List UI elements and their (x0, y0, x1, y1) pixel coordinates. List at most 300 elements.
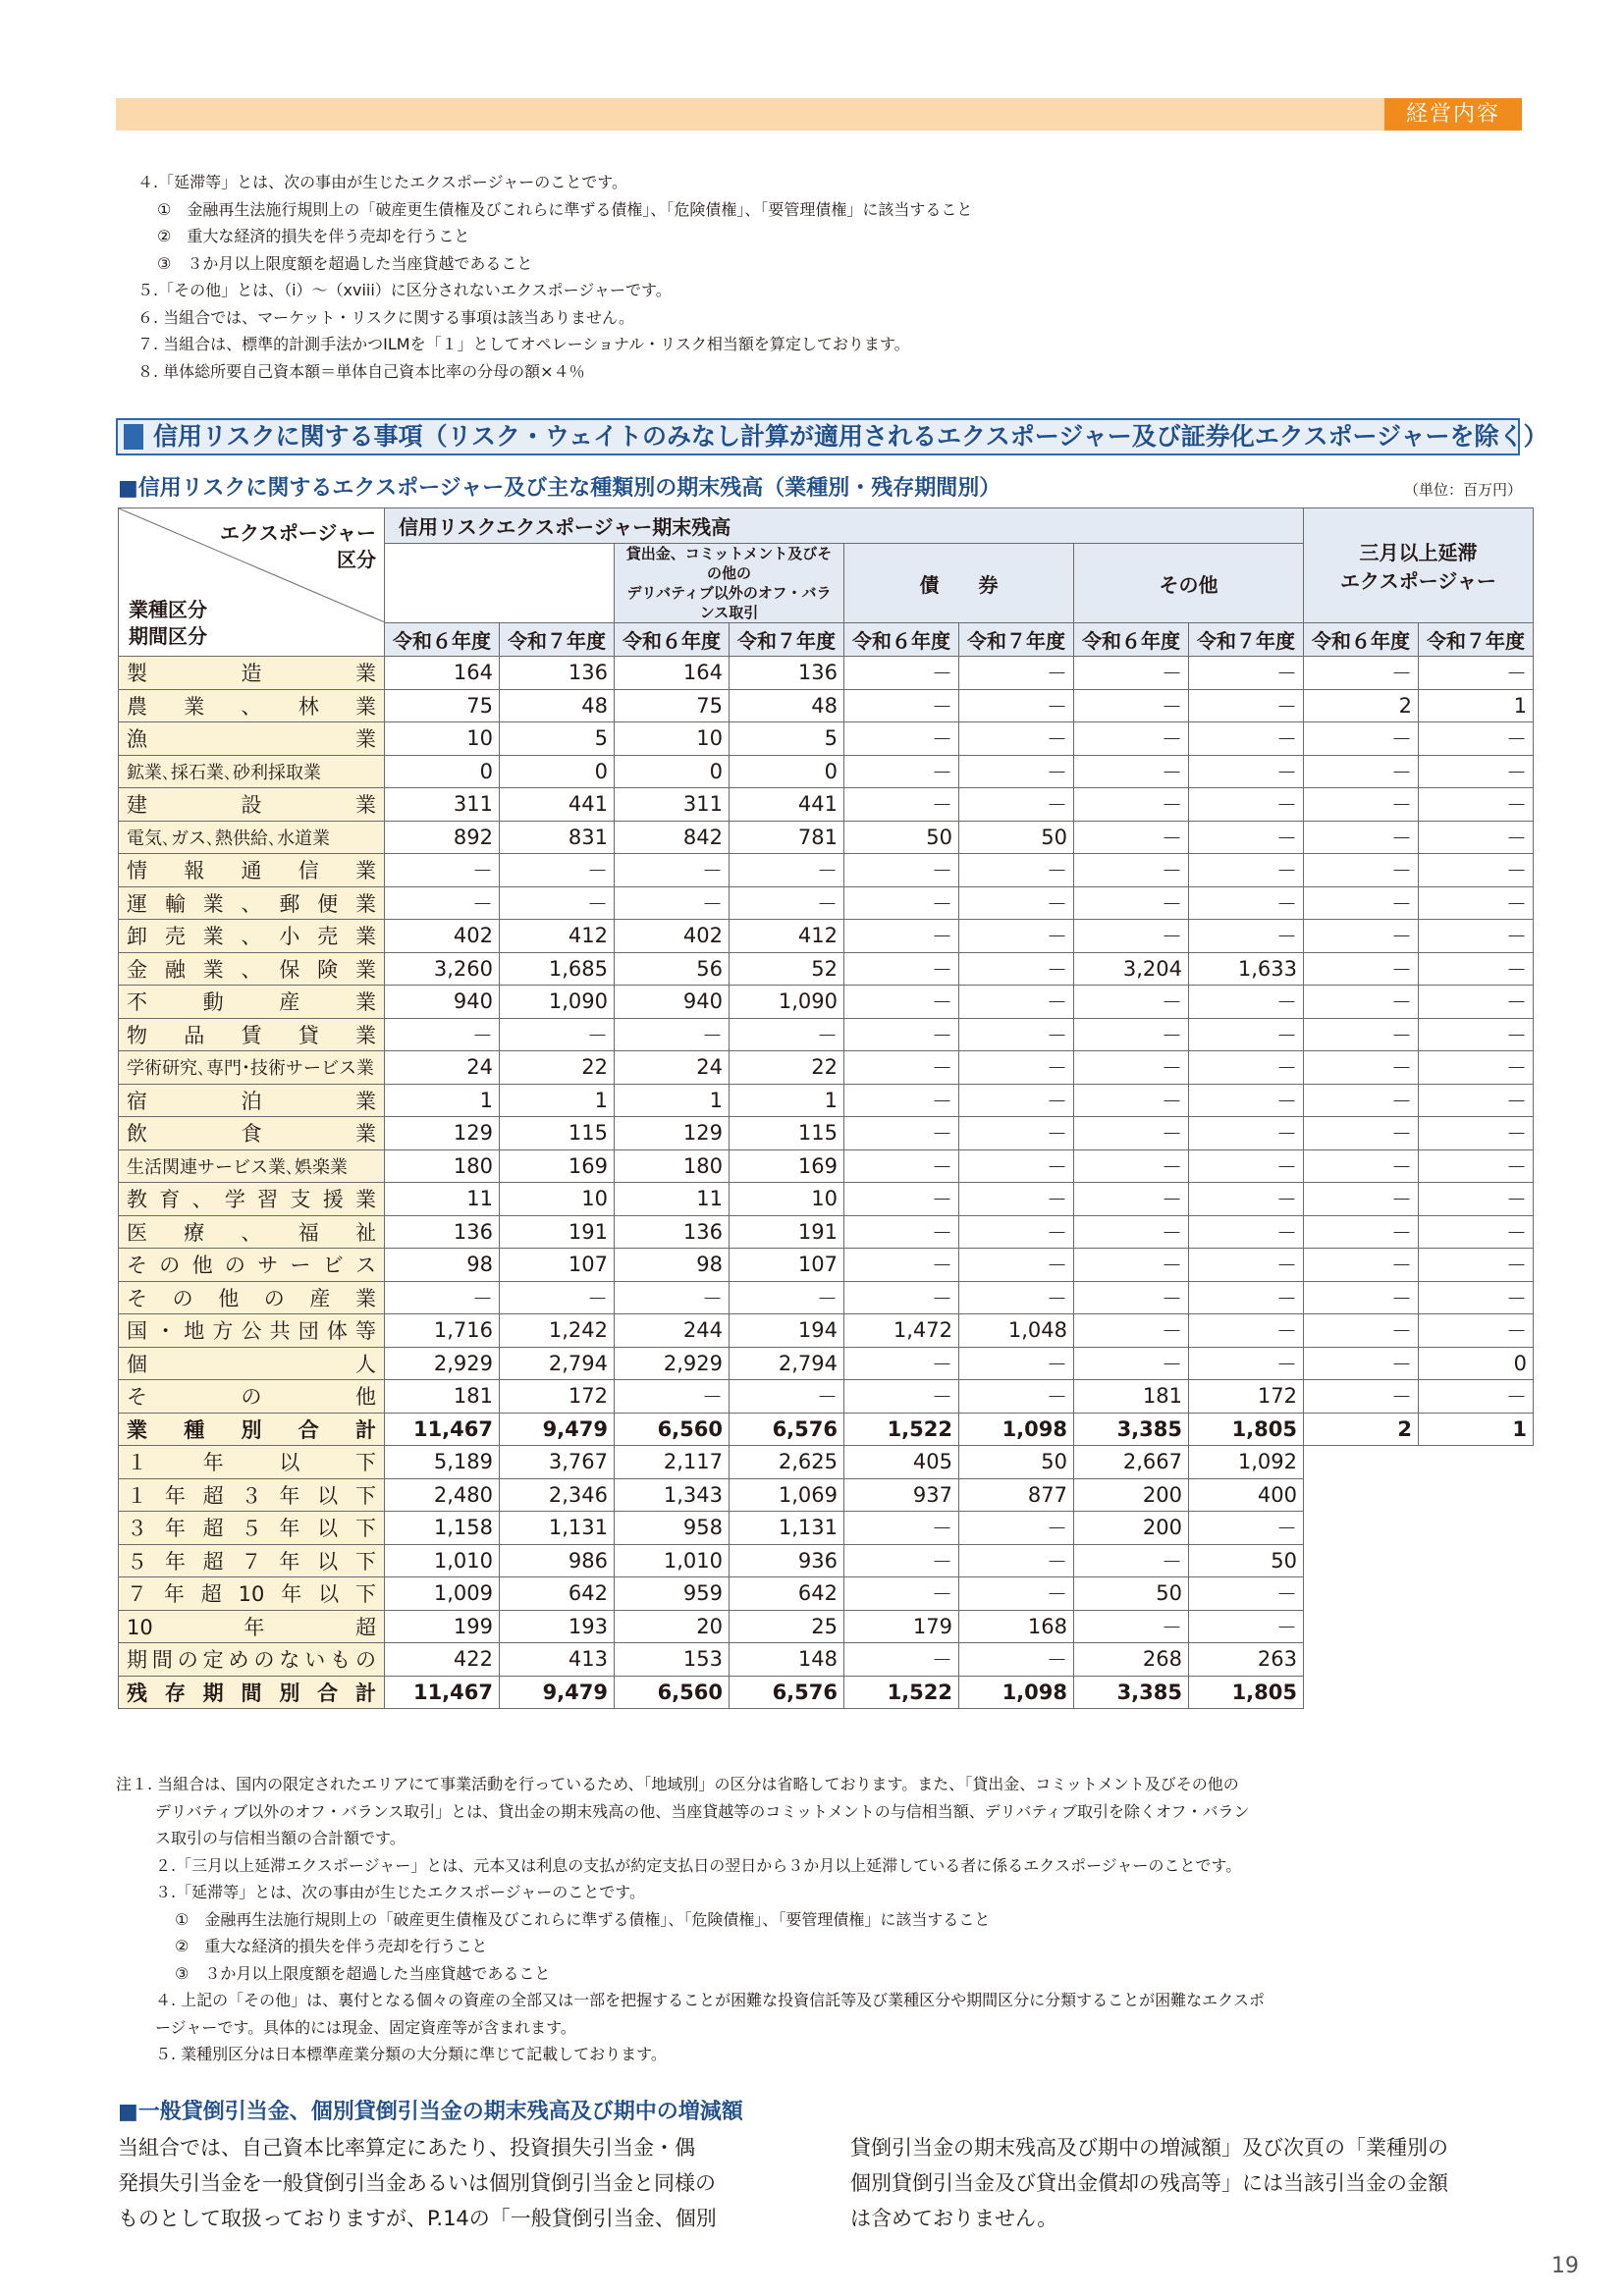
year-header: 令和６年度 (1304, 623, 1419, 657)
table-cell: － (844, 854, 959, 887)
table-row (119, 657, 1534, 690)
table-cell: － (1304, 1117, 1419, 1150)
table-row (119, 1347, 1534, 1380)
table-cell: 6,576 (730, 1413, 844, 1446)
table-cell: － (1304, 821, 1419, 854)
table-cell: 10 (500, 1183, 615, 1216)
table-cell: － (959, 920, 1074, 953)
table-cell: 6,560 (615, 1676, 730, 1709)
row-label: 運輸業、郵便業 (119, 886, 385, 920)
table-cell: 169 (500, 1149, 615, 1183)
footnotes (116, 1771, 1530, 2068)
table-cell: 164 (385, 657, 500, 690)
row-label: 建設業 (119, 788, 385, 822)
empty-cell (1304, 1643, 1419, 1677)
table-cell: － (1419, 854, 1534, 887)
table-cell: 413 (500, 1643, 615, 1677)
table-cell: 1 (385, 1084, 500, 1117)
table-row (119, 722, 1534, 756)
row-label: 個人 (119, 1347, 385, 1380)
table-cell: － (1304, 1084, 1419, 1117)
allowance-title: ■一般貸倒引当金、個別貸倒引当金の期末残高及び期中の増減額 (118, 2100, 743, 2124)
table-row (119, 689, 1534, 722)
table-cell: 181 (1074, 1380, 1189, 1414)
table-cell: 1 (615, 1084, 730, 1117)
table-cell: 98 (615, 1249, 730, 1282)
table-cell: 3,385 (1074, 1676, 1189, 1709)
table-cell: － (1074, 755, 1189, 788)
table-cell: 831 (500, 821, 615, 854)
table-cell: 98 (385, 1249, 500, 1282)
unit-label: （単位：百万円） (1404, 481, 1523, 499)
table-cell: － (959, 1380, 1074, 1414)
table-cell: 153 (615, 1643, 730, 1677)
table-cell: － (844, 1018, 959, 1051)
group-other-header: その他 (1074, 544, 1304, 623)
table-cell: 958 (615, 1512, 730, 1545)
group-delinq-header: 三月以上延滞 エクスポージャー (1304, 508, 1534, 623)
table-cell: 2,794 (730, 1347, 844, 1380)
table-cell: － (1189, 657, 1304, 690)
table-cell: － (1419, 788, 1534, 822)
table-cell: － (1074, 1215, 1189, 1249)
table-cell: 48 (730, 689, 844, 722)
table-row (119, 1544, 1534, 1577)
table-cell: 1,522 (844, 1676, 959, 1709)
table-cell: － (1189, 722, 1304, 756)
row-label: 電気､ガス､熱供給､水道業 (119, 821, 385, 854)
table-cell: 402 (385, 920, 500, 953)
table-row (119, 1117, 1534, 1150)
row-label: 漁業 (119, 722, 385, 756)
table-cell: － (959, 1051, 1074, 1085)
table-cell: 1 (730, 1084, 844, 1117)
row-label: １年以下 (119, 1446, 385, 1479)
table-cell: － (385, 1281, 500, 1314)
table-row (119, 1512, 1534, 1545)
table-cell: 75 (385, 689, 500, 722)
top-notes (137, 169, 972, 385)
table-cell: 244 (615, 1314, 730, 1348)
total-row (119, 1413, 1534, 1446)
row-label: 残存期間別合計 (119, 1676, 385, 1709)
table-cell: － (844, 1183, 959, 1216)
table-cell: 1,805 (1189, 1413, 1304, 1446)
table-cell: － (959, 1643, 1074, 1677)
table-cell: － (1189, 821, 1304, 854)
text-line: 発損失引当金を一般貸倒引当金あるいは個別貸倒引当金と同様の (118, 2171, 716, 2195)
table-cell: 1,092 (1189, 1446, 1304, 1479)
table-cell: 400 (1189, 1478, 1304, 1512)
row-label: 卸売業、小売業 (119, 920, 385, 953)
table-cell: － (844, 1380, 959, 1414)
table-cell: 115 (730, 1117, 844, 1150)
footnote-line: ージャーです。具体的には現金、固定資産等が含まれます。 (155, 2017, 576, 2037)
table-cell: － (844, 722, 959, 756)
table-cell: － (959, 1183, 1074, 1216)
table-cell: － (1074, 1117, 1189, 1150)
table-cell: 50 (1074, 1577, 1189, 1611)
table-cell: － (844, 1512, 959, 1545)
note-line: ７. 当組合は、標準的計測手法かつILMを「１」としてオペレーショナル・リスク相当額を算定しております。 (137, 335, 910, 353)
table-cell: － (615, 1380, 730, 1414)
table-cell: － (1189, 1512, 1304, 1545)
table-cell: 1,009 (385, 1577, 500, 1611)
table-cell: － (1189, 886, 1304, 920)
table-cell: 642 (730, 1577, 844, 1611)
table-cell: 1,522 (844, 1413, 959, 1446)
row-label: ７年超10年以下 (119, 1577, 385, 1611)
table-cell: 3,767 (500, 1446, 615, 1479)
table-cell: 24 (385, 1051, 500, 1085)
table-cell: 1,805 (1189, 1676, 1304, 1709)
empty-cell (1419, 1478, 1534, 1512)
table-cell: － (730, 1281, 844, 1314)
table-cell: － (1304, 986, 1419, 1019)
table-cell: － (844, 1117, 959, 1150)
table-cell: － (1304, 1281, 1419, 1314)
empty-cell (1304, 1577, 1419, 1611)
table-cell: 3,204 (1074, 952, 1189, 986)
table-cell: 199 (385, 1610, 500, 1643)
row-label: その他 (119, 1380, 385, 1414)
table-cell: 22 (500, 1051, 615, 1085)
table-cell: 0 (615, 755, 730, 788)
table-row (119, 886, 1534, 920)
table-cell: 0 (730, 755, 844, 788)
table-cell: － (959, 657, 1074, 690)
table-cell: － (1074, 986, 1189, 1019)
row-label: 学術研究､専門･技術サービス業 (119, 1051, 385, 1085)
year-header: 令和６年度 (615, 623, 730, 657)
text-line: は含めておりません。 (850, 2207, 1058, 2230)
table-cell: － (1304, 755, 1419, 788)
text-line: 当組合では、自己資本比率算定にあたり、投資損失引当金・偶 (118, 2136, 695, 2160)
table-cell: 136 (615, 1215, 730, 1249)
table-cell: 2 (1304, 1413, 1419, 1446)
table-cell: 191 (500, 1215, 615, 1249)
table-row (119, 1478, 1534, 1512)
table-cell: － (1189, 920, 1304, 953)
table-cell: 9,479 (500, 1413, 615, 1446)
year-header: 令和６年度 (385, 623, 500, 657)
table-cell: 136 (500, 657, 615, 690)
table-cell: － (959, 886, 1074, 920)
table-row (119, 821, 1534, 854)
table-cell: － (1074, 1018, 1189, 1051)
year-header: 令和７年度 (730, 623, 844, 657)
table-cell: 115 (500, 1117, 615, 1150)
table-cell: － (1189, 689, 1304, 722)
year-header: 令和６年度 (1074, 623, 1189, 657)
note-line: ① 金融再生法施行規則上の「破産更生債権及びこれらに準ずる債権」、「危険債権」、「要管理債権」に該当すること (157, 199, 973, 219)
table-cell: － (1074, 1347, 1189, 1380)
year-header: 令和７年度 (1419, 623, 1534, 657)
row-label: 医療、福祉 (119, 1215, 385, 1249)
table-cell: 1,098 (959, 1413, 1074, 1446)
table-cell: 877 (959, 1478, 1074, 1512)
table-cell: 0 (1419, 1347, 1534, 1380)
table-cell: 180 (615, 1149, 730, 1183)
table-cell: 9,479 (500, 1676, 615, 1709)
table-cell: 6,560 (615, 1413, 730, 1446)
table-cell: 2,929 (385, 1347, 500, 1380)
table-cell: 412 (730, 920, 844, 953)
table-cell: 268 (1074, 1643, 1189, 1677)
table-cell: － (1304, 1018, 1419, 1051)
row-label: １年超３年以下 (119, 1478, 385, 1512)
row-label: その他の産業 (119, 1281, 385, 1314)
table-cell: 1,048 (959, 1314, 1074, 1348)
corner-bottom-label: 業種区分 期間区分 (129, 598, 207, 648)
table-cell: 936 (730, 1544, 844, 1577)
table-cell: － (844, 1149, 959, 1183)
table-cell: 129 (385, 1117, 500, 1150)
corner-header (119, 508, 385, 657)
table-cell: 194 (730, 1314, 844, 1348)
table-cell: 136 (385, 1215, 500, 1249)
table-cell: 1 (500, 1084, 615, 1117)
table-cell: － (959, 1512, 1074, 1545)
table-cell: 169 (730, 1149, 844, 1183)
table-cell: 180 (385, 1149, 500, 1183)
row-label: 不動産業 (119, 986, 385, 1019)
group-bonds-header: 債 券 (844, 544, 1074, 623)
table-cell: 2,346 (500, 1478, 615, 1512)
table-cell: － (1074, 689, 1189, 722)
table-cell: － (1074, 1610, 1189, 1643)
table-cell: 129 (615, 1117, 730, 1150)
row-label: 10年超 (119, 1610, 385, 1643)
table-cell: － (1304, 1249, 1419, 1282)
table-cell: 311 (615, 788, 730, 822)
table-cell: － (1419, 1314, 1534, 1348)
empty-cell (1419, 1446, 1534, 1479)
table-cell: 20 (615, 1610, 730, 1643)
table-cell: － (730, 1018, 844, 1051)
table-cell: 50 (959, 1446, 1074, 1479)
total-row (119, 1676, 1534, 1709)
table-cell: － (500, 1018, 615, 1051)
row-label: ３年超５年以下 (119, 1512, 385, 1545)
table-cell: 11,467 (385, 1676, 500, 1709)
table-cell: 10 (385, 722, 500, 756)
table-cell: － (959, 689, 1074, 722)
table-cell: － (959, 788, 1074, 822)
footnote-line: ① 金融再生法施行規則上の「破産更生債権及びこれらに準ずる債権」、「危険債権」、「要管理債権」に該当すること (175, 1909, 991, 1929)
footnote-line: ４. 上記の「その他」は、裏付となる個々の資産の全部又は一部を把握することが困難な投資信託等及び業種区分や期間区分に分類することが困難なエクスポ (155, 1991, 1266, 2009)
footnote-line: デリバティブ以外のオフ・バランス取引」とは、貸出金の期末残高の他、当座貸越等のコミットメントの与信相当額、デリバティブ取引を除くオフ・バラン (155, 1801, 1250, 1821)
table-cell: 148 (730, 1643, 844, 1677)
table-cell: 311 (385, 788, 500, 822)
table-cell: 107 (500, 1249, 615, 1282)
table-cell: 2,625 (730, 1446, 844, 1479)
table-cell: － (1074, 1149, 1189, 1183)
table-cell: － (1304, 722, 1419, 756)
note-line: ８. 単体総所要自己資本額＝単体自己資本比率の分母の額×４％ (137, 361, 585, 381)
table-cell: － (1419, 722, 1534, 756)
table-cell: － (1304, 1380, 1419, 1414)
table-cell: 11,467 (385, 1413, 500, 1446)
table-row (119, 1314, 1534, 1348)
page-number: 19 (1551, 2254, 1579, 2278)
year-header: 令和７年度 (1189, 623, 1304, 657)
table-cell: － (1304, 788, 1419, 822)
table-cell: 2,794 (500, 1347, 615, 1380)
table-cell: － (730, 886, 844, 920)
table-cell: － (1074, 657, 1189, 690)
table-cell: － (1074, 1544, 1189, 1577)
table-cell: 172 (1189, 1380, 1304, 1414)
table-cell: － (385, 1018, 500, 1051)
row-label: 物品賃貸業 (119, 1018, 385, 1051)
table-cell: 22 (730, 1051, 844, 1085)
table-cell: － (844, 920, 959, 953)
table-cell: － (959, 1149, 1074, 1183)
table-row (119, 1577, 1534, 1611)
table-cell: － (1074, 854, 1189, 887)
table-cell: 5 (500, 722, 615, 756)
table-cell: － (844, 1051, 959, 1085)
note-line: ② 重大な経済的損失を伴う売却を行うこと (157, 227, 470, 245)
table-cell: － (1419, 821, 1534, 854)
table-cell: － (1304, 1183, 1419, 1216)
note-line: ③ ３か月以上限度額を超過した当座貸越であること (157, 253, 533, 273)
table-row (119, 986, 1534, 1019)
table-cell: 179 (844, 1610, 959, 1643)
table-cell: 5 (730, 722, 844, 756)
table-row (119, 1380, 1534, 1414)
table-cell: 1,242 (500, 1314, 615, 1348)
note-line: ５.「その他」とは、（ⅰ）～（xviii）に区分されないエクスポージャーです。 (137, 281, 672, 299)
table-cell: － (959, 854, 1074, 887)
row-label: 業種別合計 (119, 1413, 385, 1446)
empty-cell (1419, 1544, 1534, 1577)
table-cell: － (844, 1215, 959, 1249)
table-cell: 937 (844, 1478, 959, 1512)
table-cell: 1,158 (385, 1512, 500, 1545)
table-cell: 2,117 (615, 1446, 730, 1479)
table-cell: － (1189, 1117, 1304, 1150)
table-cell: 1,343 (615, 1478, 730, 1512)
note-line: ６. 当組合では、マーケット・リスクに関する事項は該当ありません。 (137, 307, 635, 327)
table-cell: － (959, 1117, 1074, 1150)
table-cell: 191 (730, 1215, 844, 1249)
table-cell: － (959, 1018, 1074, 1051)
table-cell: 193 (500, 1610, 615, 1643)
table-cell: 402 (615, 920, 730, 953)
table-cell: － (385, 886, 500, 920)
table-cell: － (1304, 920, 1419, 953)
table-cell: 642 (500, 1577, 615, 1611)
table-cell: － (615, 1281, 730, 1314)
table-cell: － (844, 1249, 959, 1282)
table-cell: － (1304, 886, 1419, 920)
table-cell: － (1074, 886, 1189, 920)
table-cell: － (959, 1544, 1074, 1577)
table-cell: － (844, 1084, 959, 1117)
group-main-header: 信用リスクエクスポージャー期末残高 (385, 508, 1304, 544)
group-loans-header: 貸出金、コミットメント及びその他の デリバティブ以外のオフ・バランス取引 (615, 544, 844, 623)
table-cell: 441 (500, 788, 615, 822)
table-cell: 441 (730, 788, 844, 822)
table-cell: 172 (500, 1380, 615, 1414)
table-cell: － (1189, 1347, 1304, 1380)
empty-cell (1304, 1610, 1419, 1643)
corner-top-label: エクスポージャー 区分 (220, 521, 376, 571)
table-cell: 1,131 (500, 1512, 615, 1545)
table-cell: － (1419, 952, 1534, 986)
header-label: 経営内容 (1384, 98, 1522, 131)
table-cell: 6,576 (730, 1676, 844, 1709)
empty-cell (1419, 1577, 1534, 1611)
table-cell: － (844, 788, 959, 822)
table-cell: － (1189, 1610, 1304, 1643)
table-cell: － (844, 986, 959, 1019)
table-cell: － (385, 854, 500, 887)
table-cell: － (1074, 722, 1189, 756)
table-cell: － (1419, 1018, 1534, 1051)
table-cell: 405 (844, 1446, 959, 1479)
table-row (119, 1249, 1534, 1282)
empty-cell (1419, 1610, 1534, 1643)
table-cell: － (1419, 886, 1534, 920)
row-label: 飲食業 (119, 1117, 385, 1150)
table-cell: － (1189, 1183, 1304, 1216)
section-title-box (116, 418, 1548, 455)
row-label: 期間の定めのないもの (119, 1643, 385, 1677)
table-cell: 1 (1419, 1413, 1534, 1446)
table-cell: － (1074, 821, 1189, 854)
table-cell: － (959, 1577, 1074, 1611)
table-cell: 2,480 (385, 1478, 500, 1512)
table-cell: － (1189, 1577, 1304, 1611)
table-cell: － (1189, 1018, 1304, 1051)
table-cell: － (1419, 1215, 1534, 1249)
empty-cell (1304, 1676, 1419, 1709)
table-row (119, 1084, 1534, 1117)
table-cell: － (959, 986, 1074, 1019)
footnote-line: ② 重大な経済的損失を伴う売却を行うこと (175, 1937, 488, 1955)
table-cell: 52 (730, 952, 844, 986)
table-cell: － (844, 657, 959, 690)
table-cell: 842 (615, 821, 730, 854)
table-cell: 1,633 (1189, 952, 1304, 986)
table-cell: 1,090 (500, 986, 615, 1019)
table-cell: 24 (615, 1051, 730, 1085)
table-cell: － (1189, 986, 1304, 1019)
table-cell: 1 (1419, 689, 1534, 722)
table-cell: － (844, 1281, 959, 1314)
row-label: 金融業、保険業 (119, 952, 385, 986)
table-cell: 5,189 (385, 1446, 500, 1479)
table-cell: － (1074, 788, 1189, 822)
table-cell: － (959, 755, 1074, 788)
table-cell: － (1189, 1249, 1304, 1282)
table-cell: － (730, 1380, 844, 1414)
empty-cell (1419, 1512, 1534, 1545)
section-title: 信用リスクに関する事項（リスク・ウェイトのみなし計算が適用されるエクスポージャー及び証券化エクスポージャーを除く） (153, 422, 1548, 451)
table-cell: － (1074, 1249, 1189, 1282)
table-cell: － (615, 1018, 730, 1051)
table-cell: 1,090 (730, 986, 844, 1019)
table-cell: 10 (615, 722, 730, 756)
year-header: 令和７年度 (500, 623, 615, 657)
footnote-line: ３.「延滞等」とは、次の事由が生じたエクスポージャーのことです。 (155, 1883, 646, 1901)
table-cell: 3,385 (1074, 1413, 1189, 1446)
table-cell: － (1189, 1215, 1304, 1249)
table-cell: － (1419, 986, 1534, 1019)
